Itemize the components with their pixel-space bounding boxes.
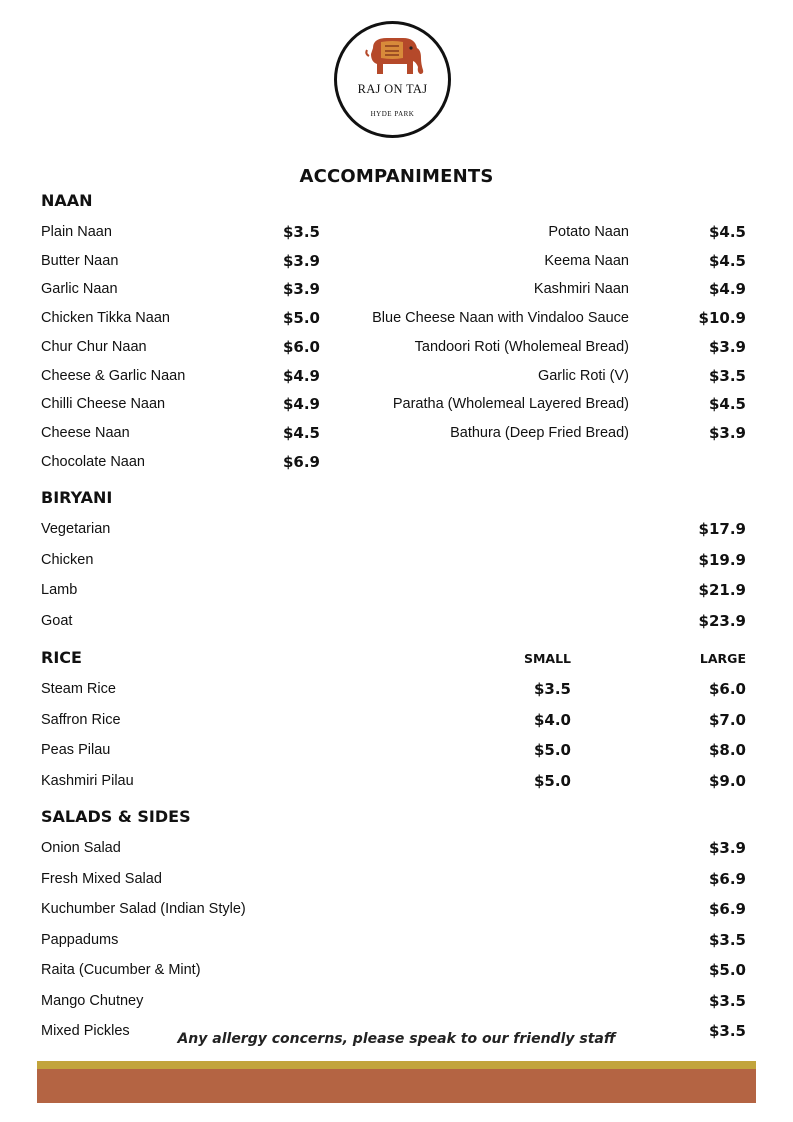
menu-item-price: $4.9	[282, 366, 320, 385]
rice-small-header: SMALL	[523, 651, 571, 666]
menu-item-name: Tandoori Roti (Wholemeal Bread)	[414, 338, 629, 355]
menu-item-name: Garlic Naan	[41, 281, 118, 298]
menu-item-price: $3.5	[708, 366, 746, 385]
menu-item-name: Peas Pilau	[41, 742, 111, 758]
menu-item-price: $3.9	[282, 280, 320, 299]
menu-item-name: Cheese Naan	[41, 424, 130, 441]
menu-item-name: Chur Chur Naan	[41, 338, 147, 355]
rice-small-price: $3.5	[533, 680, 571, 698]
menu-item-price: $3.5	[282, 223, 320, 241]
menu-item-name: Paratha (Wholemeal Layered Bread)	[392, 396, 629, 413]
menu-item-price: $4.9	[282, 395, 320, 414]
page-title: ACCOMPANIMENTS	[299, 166, 494, 187]
menu-item-name: Potato Naan	[548, 224, 629, 240]
menu-item-name: Kuchumber Salad (Indian Style)	[41, 901, 246, 917]
menu-item-price: $6.9	[708, 900, 746, 918]
menu-item-price: $4.5	[708, 223, 746, 241]
menu-item-price: $6.9	[708, 869, 746, 888]
menu-item-name: Plain Naan	[41, 224, 112, 240]
menu-item-name: Butter Naan	[41, 252, 119, 269]
menu-item-price: $4.9	[708, 280, 746, 299]
menu-item-name: Vegetarian	[41, 521, 111, 537]
rice-small-price: $5.0	[533, 741, 571, 759]
rice-large-price: $8.0	[708, 741, 746, 759]
menu-item-price: $3.5	[708, 930, 746, 949]
elephant-icon	[363, 34, 429, 80]
menu-item-name: Blue Cheese Naan with Vindaloo Sauce	[372, 310, 629, 327]
rice-large-price: $6.0	[708, 680, 746, 698]
menu-item-price: $23.9	[698, 611, 746, 630]
menu-item-price: $6.9	[282, 452, 320, 471]
menu-item-price: $3.9	[708, 423, 746, 442]
menu-item-name: Mango Chutney	[41, 992, 144, 1009]
menu-item-price: $3.5	[708, 1022, 746, 1040]
menu-item-price: $10.9	[698, 309, 746, 328]
menu-item-name: Steam Rice	[41, 681, 116, 697]
section-title-biryani: BIRYANI	[41, 488, 113, 507]
menu-item-name: Chocolate Naan	[41, 453, 145, 470]
menu-item-name: Chicken Tikka Naan	[41, 310, 170, 327]
menu-item-price: $3.9	[282, 251, 320, 270]
menu-item-name: Bathura (Deep Fried Bread)	[450, 424, 629, 441]
footer-rust-band	[37, 1069, 756, 1103]
menu-item-name: Fresh Mixed Salad	[41, 870, 162, 887]
menu-item-price: $21.9	[698, 581, 746, 599]
menu-item-name: Cheese & Garlic Naan	[41, 367, 186, 384]
menu-item-name: Mixed Pickles	[41, 1023, 130, 1039]
menu-item-price: $3.5	[708, 991, 746, 1010]
menu-item-price: $3.9	[708, 337, 746, 356]
section-title-naan: NAAN	[41, 191, 93, 210]
rice-small-price: $5.0	[533, 771, 571, 790]
menu-item-price: $5.0	[282, 309, 320, 328]
menu-item-price: $17.9	[698, 520, 746, 538]
menu-item-name: Kashmiri Pilau	[41, 772, 134, 789]
menu-item-name: Garlic Roti (V)	[537, 367, 629, 384]
rice-small-price: $4.0	[533, 710, 571, 729]
rice-large-price: $7.0	[708, 710, 746, 729]
menu-item-name: Lamb	[41, 582, 78, 598]
menu-item-price: $4.5	[282, 423, 320, 442]
menu-item-name: Saffron Rice	[41, 711, 121, 728]
restaurant-logo	[334, 21, 451, 138]
section-title-rice: RICE	[41, 648, 82, 667]
menu-item-name: Chilli Cheese Naan	[41, 396, 166, 413]
menu-item-name: Onion Salad	[41, 840, 121, 856]
menu-item-price: $4.5	[708, 395, 746, 414]
logo-name: RAJ ON TAJ	[357, 82, 428, 96]
section-title-salads: SALADS & SIDES	[41, 807, 191, 826]
menu-item-name: Pappadums	[41, 931, 119, 948]
menu-item-name: Raita (Cucumber & Mint)	[41, 962, 201, 978]
menu-item-name: Chicken	[41, 551, 94, 568]
menu-item-name: Kashmiri Naan	[533, 281, 629, 298]
allergy-note: Any allergy concerns, please speak to our friendly staff	[177, 1031, 616, 1047]
menu-item-name: Goat	[41, 612, 73, 629]
menu-item-price: $5.0	[708, 961, 746, 979]
menu-item-name: Keema Naan	[544, 252, 629, 269]
menu-item-price: $3.9	[708, 839, 746, 857]
logo-subtitle: HYDE PARK	[370, 110, 415, 118]
menu-item-price: $4.5	[708, 251, 746, 270]
footer-gold-band	[37, 1061, 756, 1069]
menu-item-price: $6.0	[282, 337, 320, 356]
rice-large-price: $9.0	[708, 771, 746, 790]
rice-large-header: LARGE	[699, 651, 746, 666]
menu-item-price: $19.9	[698, 550, 746, 569]
